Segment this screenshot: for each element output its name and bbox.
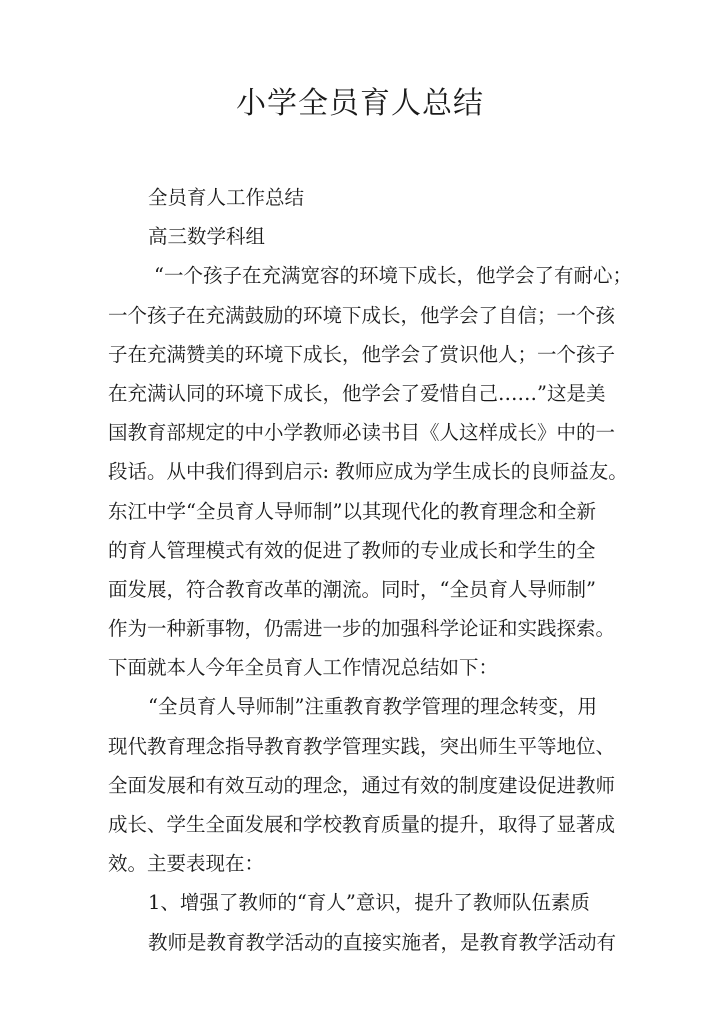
paragraph-line: 作为一种新事物，仍需进一步的加强科学论证和实践探索。 xyxy=(108,617,616,641)
subtitle-line: 全员育人工作总结 xyxy=(148,186,305,209)
paragraph-line: 东江中学“全员育人导师制”以其现代化的教育理念和全新 xyxy=(108,499,596,523)
paragraph-line: 段话。从中我们得到启示: 教师应成为学生成长的良师益友。 xyxy=(108,460,628,484)
paragraph-line: 成长、学生全面发展和学校教育质量的提升，取得了显著成 xyxy=(108,813,616,836)
paragraph-line: 下面就本人今年全员育人工作情况总结如下： xyxy=(108,656,499,680)
document-title: 小学全员育人总结 xyxy=(236,86,484,121)
paragraph-line: 子在充满赞美的环境下成长，他学会了赏识他人；一个孩子 xyxy=(108,342,616,366)
paragraph-line: 的育人管理模式有效的促进了教师的专业成长和学生的全 xyxy=(108,538,596,562)
paragraph-line: 现代教育理念指导教育教学管理实践，突出师生平等地位、 xyxy=(108,734,616,758)
paragraph-line: “一个孩子在充满宽容的环境下成长，他学会了有耐心； xyxy=(154,264,632,288)
paragraph-line: 效。主要表现在： xyxy=(108,852,265,876)
paragraph-line: 面发展，符合教育改革的潮流。同时，“全员育人导师制” xyxy=(108,577,596,601)
paragraph-line: 在充满认同的环境下成长，他学会了爱惜自己……”这是美 xyxy=(108,381,606,405)
section-heading-line: 1、增强了教师的“育人”意识，提升了教师队伍素质 xyxy=(148,891,590,915)
paragraph-line: 全面发展和有效互动的理念，通过有效的制度建设促进教师 xyxy=(108,773,616,797)
author-line: 高三数学科组 xyxy=(148,225,266,249)
paragraph-line: 教师是教育教学活动的直接实施者，是教育教学活动有 xyxy=(148,930,617,954)
paragraph-line: “全员育人导师制”注重教育教学管理的理念转变，用 xyxy=(148,695,597,719)
document-body xyxy=(108,178,632,962)
paragraph-line: 国教育部规定的中小学教师必读书目《人这样成长》中的一 xyxy=(108,421,616,445)
paragraph-line: 一个孩子在充满鼓励的环境下成长，他学会了自信；一个孩 xyxy=(108,303,616,327)
